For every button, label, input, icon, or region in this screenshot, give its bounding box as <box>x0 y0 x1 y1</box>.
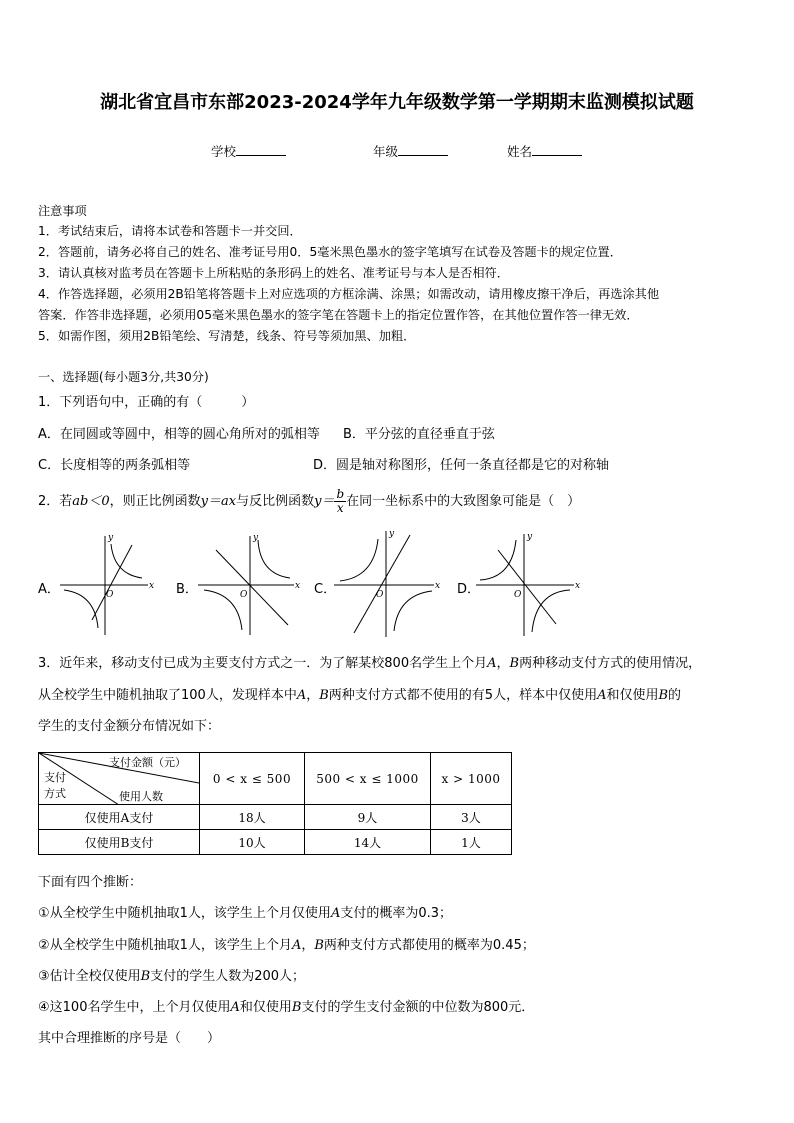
hyperbola-branch <box>64 590 98 628</box>
q2-graph-a <box>60 530 160 635</box>
x-axis-label: x <box>149 581 155 591</box>
q3-text: ， <box>496 656 510 671</box>
q2-fraction <box>334 488 346 515</box>
notice-heading: 注意事项 <box>38 204 87 218</box>
q3-inference-3 <box>38 969 305 985</box>
table-cell: 1人 <box>431 830 512 855</box>
q3-inference-2 <box>38 938 535 954</box>
q2-condition: ab＜0 <box>72 494 110 509</box>
q3-text: 支付的学生支付金额的中位数为800元． <box>301 1000 535 1015</box>
q3-text: ①从全校学生中随机抽取1人，该学生上个月仅使用 <box>38 906 331 921</box>
q3-line-2 <box>38 688 681 704</box>
linear-graph <box>216 550 288 625</box>
grade-label: 年级 <box>373 144 399 159</box>
q2-linear-function: y＝ax <box>200 494 237 509</box>
x-axis-label: x <box>575 581 581 591</box>
q3-var-a: A <box>230 1000 240 1015</box>
payment-table <box>38 752 512 855</box>
q1-stem: 1．下列语句中，正确的有（ ） <box>38 395 255 410</box>
q2-graph-b <box>198 530 308 635</box>
q3-var-b: B <box>291 1000 302 1015</box>
hyperbola-branch <box>111 544 142 578</box>
q3-var-a: A <box>487 656 497 671</box>
q2-text: 2．若 <box>38 494 73 509</box>
name-blank[interactable] <box>532 143 582 156</box>
school-blank[interactable] <box>236 143 286 156</box>
hyperbola-branch <box>204 590 242 630</box>
linear-graph <box>498 550 556 624</box>
column-header: 0 < x ≤ 500 <box>200 753 305 805</box>
q2-graph-c <box>334 525 444 637</box>
q3-var-a: A <box>330 906 341 921</box>
q3-text: ， <box>306 688 320 703</box>
q3-text: ③估计全校仅使用 <box>38 969 141 984</box>
table-row <box>39 805 512 830</box>
table-row <box>39 830 512 855</box>
q2-option-b-label: B． <box>176 582 198 597</box>
q3-text: 和仅使用 <box>239 1000 292 1015</box>
q1-option-a: A．在同圆或等圆中，相等的圆心角所对的弧相等 <box>38 427 320 442</box>
origin-label: O <box>514 590 522 600</box>
column-header: 500 < x ≤ 1000 <box>305 753 431 805</box>
q1-option-b: B．平分弦的直径垂直于弦 <box>343 427 495 442</box>
corner-left-label: 支付 <box>44 771 66 784</box>
notice-item: 3．请认真核对监考员在答题卡上所粘贴的条形码上的姓名、准考证号与本人是否相符． <box>38 266 509 280</box>
name-label: 姓名 <box>507 144 533 159</box>
origin-label: O <box>106 590 114 600</box>
q3-text: 的 <box>668 688 682 703</box>
table-cell: 18人 <box>200 805 305 830</box>
q3-var-a: A <box>296 688 307 703</box>
corner-left-label: 方式 <box>44 787 66 800</box>
q3-line-1 <box>38 656 701 672</box>
q3-text: 支付的概率为0.3； <box>340 906 453 921</box>
page-title: 湖北省宜昌市东部2023-2024学年九年级数学第一学期期末监测模拟试题 <box>100 92 694 113</box>
q3-var-a: A <box>597 688 607 703</box>
linear-graph <box>354 535 410 633</box>
y-axis-label: y <box>108 533 114 543</box>
hyperbola-branch <box>394 591 432 631</box>
row-label: 仅使用B支付 <box>39 830 200 855</box>
name-field[interactable] <box>507 142 582 160</box>
q2-stem <box>38 488 580 515</box>
grade-field[interactable] <box>373 142 448 160</box>
q3-inference-4 <box>38 1000 534 1016</box>
q2-inverse-lhs: y＝ <box>314 494 335 509</box>
y-axis-label: y <box>527 532 533 542</box>
y-axis-label: y <box>389 529 395 539</box>
notice-item: 4．作答选择题，必须用2B铅笔将答题卡上对应选项的方框涂满、涂黑；如需改动，请用橡皮擦干净后，再选涂其他 <box>38 287 660 301</box>
q3-intro: 下面有四个推断： <box>38 875 143 890</box>
q2-option-c-label: C． <box>314 582 337 597</box>
linear-graph <box>92 545 132 620</box>
table-cell: 3人 <box>431 805 512 830</box>
q3-text: 和仅使用 <box>606 688 659 703</box>
q3-text: 从全校学生中随机抽取了100人，发现样本中 <box>38 688 297 703</box>
origin-label: O <box>240 590 248 600</box>
table-cell: 14人 <box>305 830 431 855</box>
q3-line-3: 学生的支付金额分布情况如下： <box>38 719 221 734</box>
school-field[interactable] <box>211 142 286 160</box>
table-cell: 10人 <box>200 830 305 855</box>
x-axis-label: x <box>295 581 301 591</box>
school-label: 学校 <box>211 144 237 159</box>
q3-var-b: B <box>140 969 151 984</box>
q3-text: 3．近年来，移动支付已成为主要支付方式之一．为了解某校800名学生上个月 <box>38 656 488 671</box>
q3-var-b: B <box>319 688 329 703</box>
q3-text: 两种支付方式都使用的概率为0.45； <box>323 938 535 953</box>
q3-text: ②从全校学生中随机抽取1人，该学生上个月 <box>38 938 292 953</box>
notice-item: 2．答题前，请务必将自己的姓名、准考证号用0．5毫米黑色墨水的签字笔填写在试卷及答题卡的规定位置． <box>38 245 622 259</box>
corner-mid-label: 使用人数 <box>119 790 163 803</box>
table-corner-cell <box>39 753 200 805</box>
q2-text: ，则正比例函数 <box>109 494 201 509</box>
q3-var-b: B <box>509 656 520 671</box>
hyperbola-branch <box>480 540 516 580</box>
row-label: 仅使用A支付 <box>39 805 200 830</box>
origin-label: O <box>376 590 384 600</box>
q2-text: 与反比例函数 <box>236 494 315 509</box>
q3-var-b: B <box>658 688 669 703</box>
hyperbola-branch <box>340 539 378 581</box>
fraction-numerator: b <box>336 487 345 501</box>
x-axis-label: x <box>435 581 441 591</box>
q3-var-b: B <box>314 938 324 953</box>
corner-top-label: 支付金额（元） <box>109 756 186 769</box>
q3-text: 支付的学生人数为200人； <box>150 969 306 984</box>
column-header: x > 1000 <box>431 753 512 805</box>
table-cell: 9人 <box>305 805 431 830</box>
notice-item: 答案．作答非选择题，必须用05毫米黑色墨水的签字笔在答题卡上的指定位置作答，在其他位置作答一律无效． <box>38 308 639 322</box>
grade-blank[interactable] <box>398 143 448 156</box>
q3-text: ， <box>301 938 315 953</box>
q3-var-a: A <box>291 938 302 953</box>
q1-option-d: D．圆是轴对称图形，任何一条直径都是它的对称轴 <box>313 458 610 473</box>
section-heading: 一、选择题(每小题3分,共30分) <box>38 370 209 384</box>
hyperbola-branch <box>258 540 290 578</box>
q3-text: ④这100名学生中，上个月仅使用 <box>38 1000 231 1015</box>
q2-graph-d <box>476 528 588 636</box>
notice-item: 5．如需作图，须用2B铅笔绘、写清楚，线条、符号等须加黑、加粗． <box>38 329 416 343</box>
q3-text: 两种移动支付方式的使用情况， <box>519 656 702 671</box>
q2-option-a-label: A． <box>38 582 60 597</box>
q1-option-c: C．长度相等的两条弧相等 <box>38 458 191 473</box>
q3-text: 两种支付方式都不使用的有5人，样本中仅使用 <box>328 688 598 703</box>
q2-text: 在同一坐标系中的大致图象可能是（ ） <box>346 494 581 509</box>
q2-option-d-label: D． <box>457 582 481 597</box>
q3-ask: 其中合理推断的序号是（ ） <box>38 1031 221 1046</box>
fraction-denominator: x <box>336 501 344 515</box>
hyperbola-branch <box>532 590 570 632</box>
notice-item: 1．考试结束后，请将本试卷和答题卡一并交回． <box>38 224 302 238</box>
q3-inference-1 <box>38 906 452 922</box>
y-axis-label: y <box>253 533 259 543</box>
